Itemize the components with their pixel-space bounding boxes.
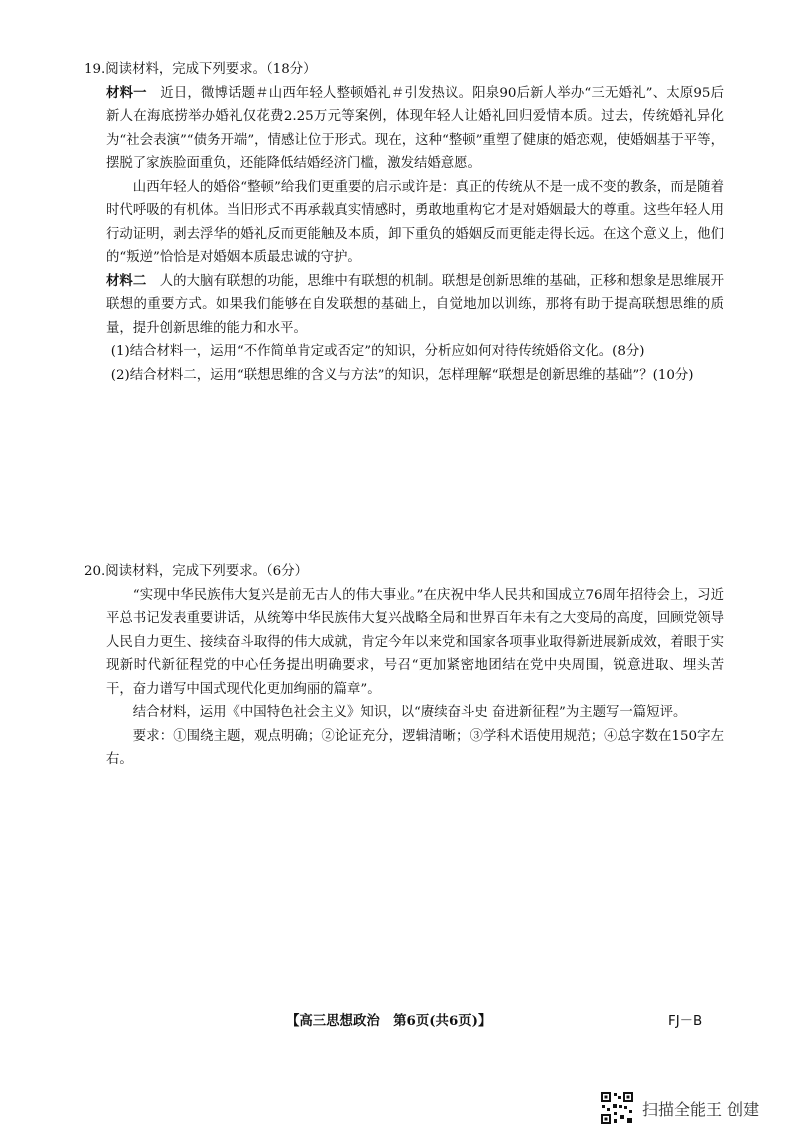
material-2 [84, 270, 724, 341]
question-19 [84, 58, 724, 387]
question-20-task: 结合材料，运用《中国特色社会主义》知识，以“赓续奋斗史 奋进新征程”为主题写一篇短评。 [132, 705, 687, 720]
material-1 [84, 82, 724, 176]
scanner-watermark [600, 1090, 759, 1126]
question-20-requirements: 要求：①围绕主题，观点明确；②论证充分，逻辑清晰；③学科术语使用规范；④总字数在150字左右。 [106, 728, 724, 767]
watermark-text: 扫描全能王 创建 [642, 1099, 760, 1119]
question-19-title: 19.阅读材料，完成下列要求。（18分） [84, 62, 317, 77]
material-2-text: 人的大脑有联想的功能，思维中有联想的机制。联想是创新思维的基础，正移和想象是思维展开联想的重要方式。如果我们能够在自发联想的基础上，自觉地加以训练，那将有助于提高联想思维的质量，提升创新思维的能力和水平。 [106, 273, 725, 336]
material-1-label: 材料一 [106, 84, 147, 101]
material-1-text: 近日，微博话题＃山西年轻人整顿婚礼＃引发热议。阳泉90后新人举办“三无婚礼”、太原95后新人在海底捞举办婚礼仅花费2.25万元等案例，体现年轻人让婚礼回归爱情本质。过去，传统婚礼异化为“社会表演”“债务开端”，情感让位于形式。现在，这种“整顿”重塑了健康的婚恋观，使婚姻基于平等，摆脱了家族脸面重负，还能降低结婚经济门槛，激发结婚意愿。 [106, 85, 724, 171]
footer-page-info: 【高三思想政治 第6页(共6页)】 [286, 1013, 492, 1029]
question-20-title: 20.阅读材料，完成下列要求。（6分） [84, 564, 308, 579]
question-20 [84, 560, 724, 772]
question-20-material: “实现中华民族伟大复兴是前无古人的伟大事业。”在庆祝中华人民共和国成立76周年招待会上，习近平总书记发表重要讲话，从统筹中华民族伟大复兴战略全局和世界百年未有之大变局的高度，回顾党领导人民自力更生、接续奋斗取得的伟大成就，肯定今年以来党和国家各项事业取得新进展新成效，着眼于实现新时代新征程党的中心任务提出明确要求，号召“更加紧密地团结在党中央周围，锐意进取、埋头苦干，奋力谱写中国式现代化更加绚丽的篇章”。 [106, 587, 724, 697]
question-19-sub-1: (1)结合材料一，运用“不作简单肯定或否定”的知识，分析应如何对待传统婚俗文化。(8分) [110, 344, 645, 359]
page-footer [0, 1010, 800, 1034]
footer-code: FJ－B [668, 1014, 703, 1029]
qr-code-icon [600, 1091, 634, 1125]
material-2-label: 材料二 [106, 272, 147, 289]
material-1-paragraph-2: 山西年轻人的婚俗“整顿”给我们更重要的启示或许是：真正的传统从不是一成不变的教条，而是随着时代呼吸的有机体。当旧形式不再承载真实情感时，勇敢地重构它才是对婚姻最大的尊重。这些年轻人用行动证明，剥去浮华的婚礼反而更能触及本质，卸下重负的婚姻反而更能走得长远。在这个意义上，他们的“叛逆”恰恰是对婚姻本质最忠诚的守护。 [106, 179, 724, 265]
question-19-sub-2: (2)结合材料二，运用“联想思维的含义与方法”的知识，怎样理解“联想是创新思维的基础”？(10分) [110, 367, 694, 383]
